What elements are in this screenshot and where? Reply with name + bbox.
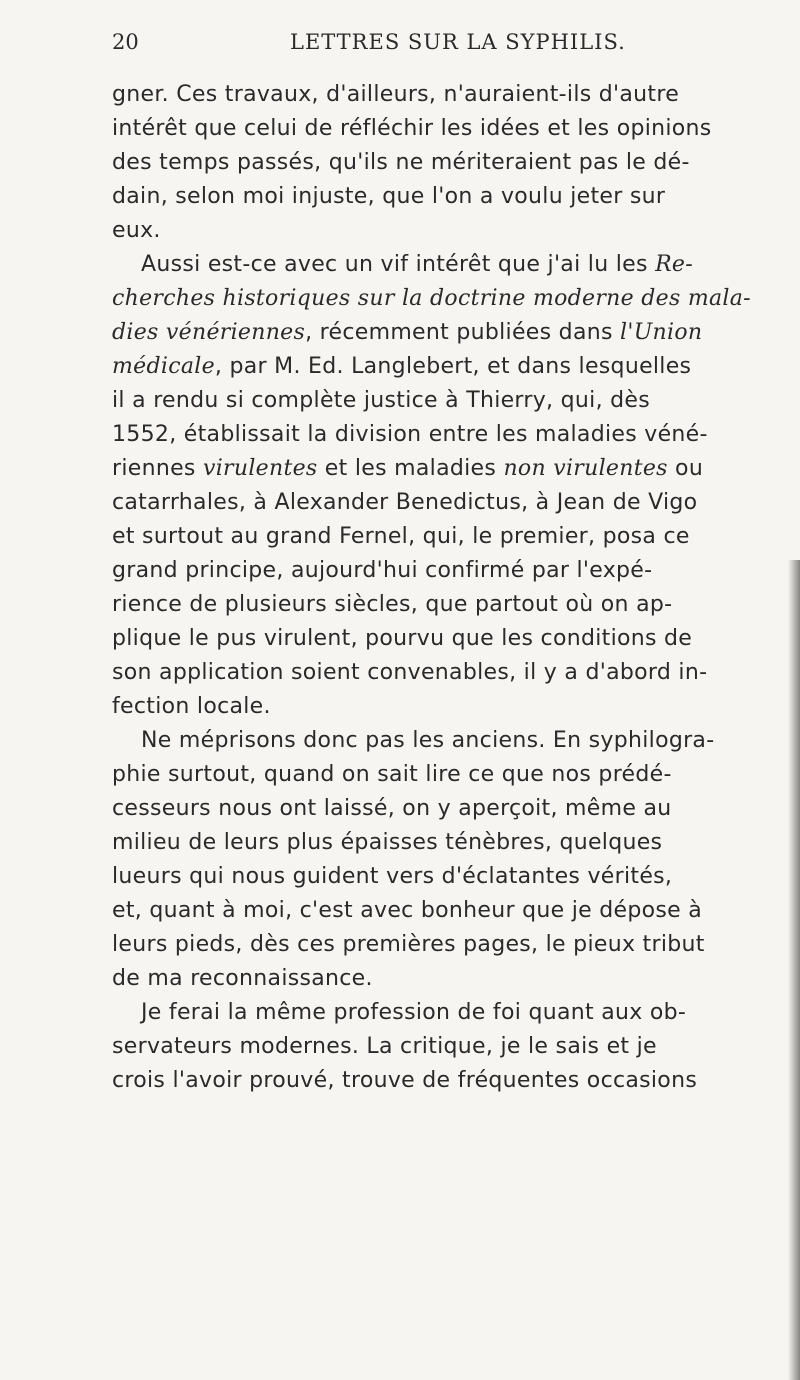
text-line bbox=[112, 962, 772, 996]
text-line bbox=[112, 656, 772, 690]
text-span: ou bbox=[667, 456, 704, 481]
text-span: , récemment publiées dans bbox=[305, 320, 621, 345]
body-text bbox=[112, 78, 772, 1098]
text-span: dain, selon moi injuste, que l'on a voulu jeter sur bbox=[112, 184, 666, 209]
italic-text: dies vénériennes bbox=[112, 320, 306, 345]
text-line bbox=[112, 588, 772, 622]
text-span: son application soient convenables, il y a d'abord in- bbox=[112, 660, 708, 685]
italic-text: non virulentes bbox=[503, 456, 668, 481]
text-span: Je ferai la même profession de foi quant aux ob- bbox=[141, 1000, 687, 1025]
text-span: , par M. Ed. Langlebert, et dans lesquelles bbox=[214, 354, 692, 379]
text-line bbox=[112, 112, 772, 146]
text-line bbox=[112, 384, 772, 418]
text-line bbox=[112, 146, 772, 180]
text-span: servateurs modernes. La critique, je le sais et je bbox=[112, 1034, 657, 1059]
text-span: eux. bbox=[112, 218, 161, 243]
text-span: grand principe, aujourd'hui confirmé par l'expé- bbox=[112, 558, 653, 583]
text-line bbox=[112, 894, 772, 928]
text-line bbox=[112, 282, 772, 316]
text-line bbox=[112, 622, 772, 656]
text-line bbox=[112, 996, 772, 1030]
text-line bbox=[112, 1064, 772, 1098]
text-span: et les maladies bbox=[317, 456, 504, 481]
page-edge-shadow bbox=[788, 560, 800, 1380]
text-span: 1552, établissait la division entre les maladies véné- bbox=[112, 422, 708, 447]
text-span: catarrhales, à Alexander Benedictus, à Jean de Vigo bbox=[112, 490, 698, 515]
text-span: et, quant à moi, c'est avec bonheur que je dépose à bbox=[112, 898, 703, 923]
text-span: il a rendu si complète justice à Thierry, qui, dès bbox=[112, 388, 651, 413]
text-span: riennes bbox=[112, 456, 203, 481]
text-line bbox=[112, 1030, 772, 1064]
text-line bbox=[112, 214, 772, 248]
text-line bbox=[112, 418, 772, 452]
text-line bbox=[112, 486, 772, 520]
text-span: de ma reconnaissance. bbox=[112, 966, 373, 991]
text-span: gner. Ces travaux, d'ailleurs, n'auraient-ils d'autre bbox=[112, 82, 680, 107]
italic-text: médicale bbox=[112, 354, 215, 379]
text-span: cesseurs nous ont laissé, on y aperçoit, même au bbox=[112, 796, 672, 821]
text-span: leurs pieds, dès ces premières pages, le pieux tribut bbox=[112, 932, 705, 957]
text-span: phie surtout, quand on sait lire ce que nos prédé- bbox=[112, 762, 672, 787]
text-line bbox=[112, 928, 772, 962]
text-line bbox=[112, 554, 772, 588]
text-line bbox=[112, 180, 772, 214]
text-line bbox=[112, 520, 772, 554]
text-line bbox=[112, 792, 772, 826]
italic-text: l'Union bbox=[620, 320, 703, 345]
text-line bbox=[112, 316, 772, 350]
text-line bbox=[112, 350, 772, 384]
page-header bbox=[0, 30, 800, 60]
text-span: rience de plusieurs siècles, que partout où on ap- bbox=[112, 592, 673, 617]
running-title: LETTRES SUR LA SYPHILIS. bbox=[290, 30, 626, 54]
text-line bbox=[112, 690, 772, 724]
text-span: milieu de leurs plus épaisses ténèbres, quelques bbox=[112, 830, 663, 855]
page-number: 20 bbox=[112, 30, 139, 54]
text-line bbox=[112, 860, 772, 894]
text-span: fection locale. bbox=[112, 694, 271, 719]
italic-text: virulentes bbox=[202, 456, 318, 481]
text-line bbox=[112, 826, 772, 860]
text-span: des temps passés, qu'ils ne mériteraient pas le dé- bbox=[112, 150, 690, 175]
italic-text: Re- bbox=[655, 252, 693, 277]
text-span: Aussi est-ce avec un vif intérêt que j'ai lu les bbox=[141, 252, 656, 277]
text-span: intérêt que celui de réfléchir les idées et les opinions bbox=[112, 116, 712, 141]
text-span: Ne méprisons donc pas les anciens. En syphilogra- bbox=[141, 728, 715, 753]
text-line bbox=[112, 724, 772, 758]
text-line bbox=[112, 758, 772, 792]
text-line bbox=[112, 78, 772, 112]
text-span: crois l'avoir prouvé, trouve de fréquentes occasions bbox=[112, 1068, 698, 1093]
text-line bbox=[112, 248, 772, 282]
text-span: plique le pus virulent, pourvu que les conditions de bbox=[112, 626, 693, 651]
text-line bbox=[112, 452, 772, 486]
text-span: lueurs qui nous guident vers d'éclatantes vérités, bbox=[112, 864, 673, 889]
text-span: et surtout au grand Fernel, qui, le premier, posa ce bbox=[112, 524, 690, 549]
italic-text: cherches historiques sur la doctrine moderne des mala- bbox=[112, 286, 751, 311]
